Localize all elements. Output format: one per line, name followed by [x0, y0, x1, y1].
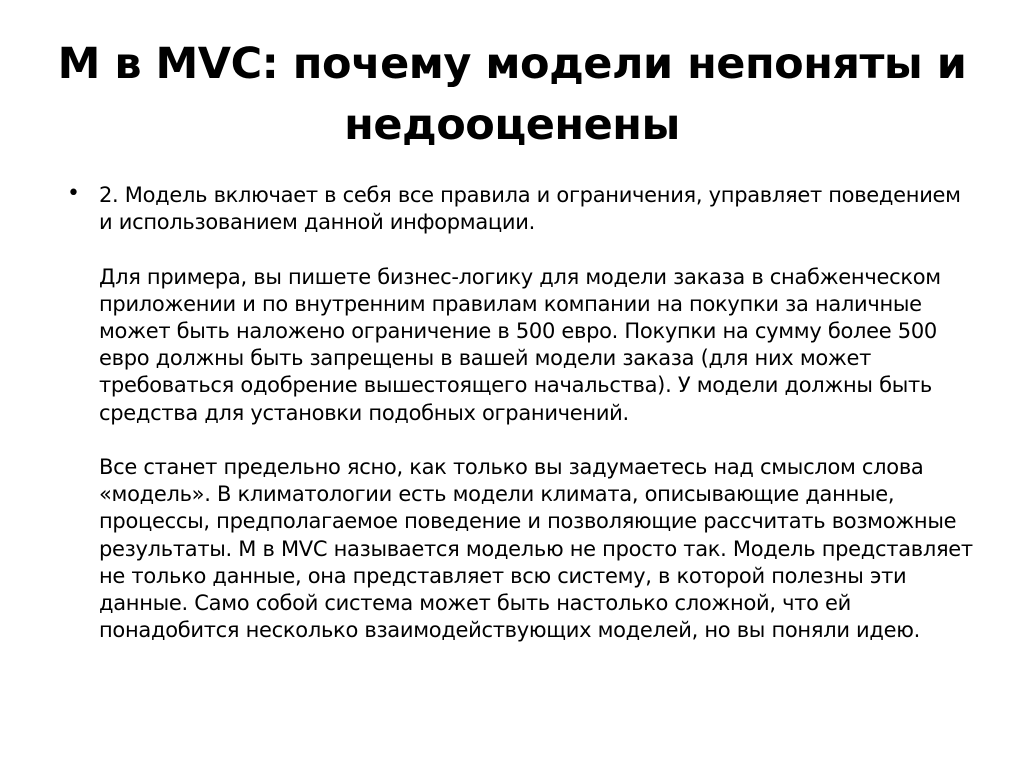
bullet-item: [67, 182, 977, 644]
slide-body: [67, 182, 977, 644]
paragraph-model-meaning: Все станет предельно ясно, как только вы задумаетесь над смыслом слова «модель». В климатологии есть модели климата, описывающие данные, процессы, предполагаемое поведение и позволяющие рассчитать возможные результаты. М в MVC называется моделью не просто так. Модель представляет не только данные, она представляет всю систему, в которой полезны эти данные. Само собой система может быть настолько сложной, что ей понадобится несколько взаимодействующих моделей, но вы поняли идею.: [99, 455, 973, 643]
slide-title: М в MVC: почему модели непоняты и недооценены: [57, 39, 967, 150]
bullet-icon: •: [67, 181, 80, 206]
paragraph-rule-definition: 2. Модель включает в себя все правила и ограничения, управляет поведением и использованием данной информации.: [99, 183, 961, 235]
paragraph-order-example: Для примера, вы пишете бизнес-логику для модели заказа в снабженческом приложении и по внутренним правилам компании на покупки за наличные может быть наложено ограничение в 500 евро. Покупки на сумму более 500 евро должны быть запрещены в вашей модели заказа (для них может требоваться одобрение вышестоящего начальства). У модели должны быть средства для установки подобных ограничений.: [99, 264, 941, 425]
